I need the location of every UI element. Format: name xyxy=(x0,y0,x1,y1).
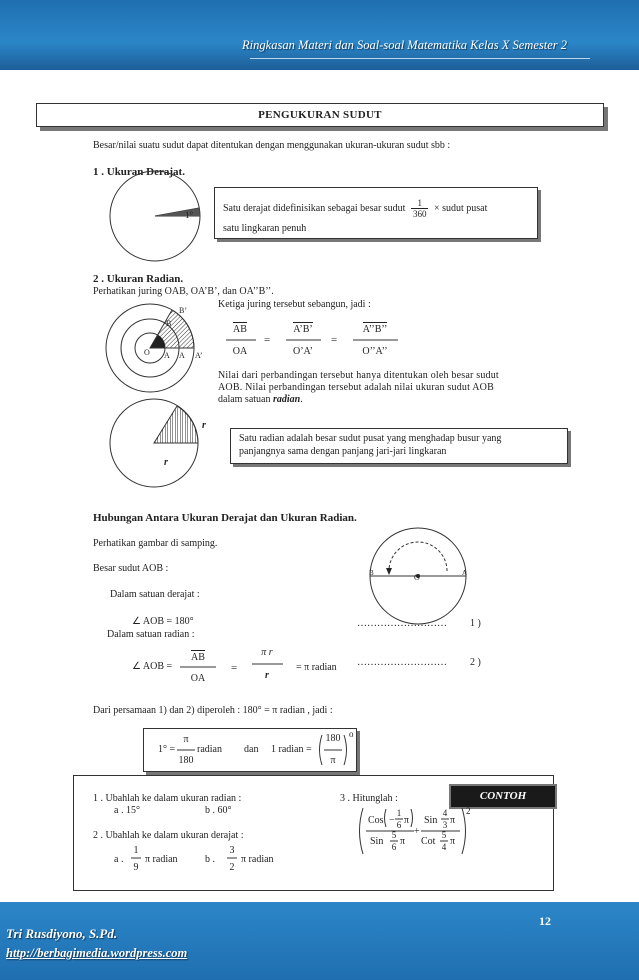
f1-den: 180 xyxy=(178,755,194,766)
perhatikan-text: Perhatikan gambar di samping. xyxy=(93,538,218,549)
sebangun-text: Ketiga juring tersebut sebangun, jadi : xyxy=(218,299,371,310)
q3-f3-den: 6 xyxy=(391,842,397,852)
eq-2: = xyxy=(331,334,338,346)
label-b: B xyxy=(166,319,172,328)
q3-f1-den: 6 xyxy=(396,820,402,830)
eq-1: = xyxy=(264,334,271,346)
header-title: Ringkasan Materi dan Soal-soal Matematika Kelas X Semester 2 xyxy=(242,38,567,52)
q2b-post: π radian xyxy=(241,854,274,865)
eq-num-1: 1 ) xyxy=(470,618,481,629)
one-degree-label: 1° xyxy=(185,210,194,220)
aob-eq-1: = xyxy=(231,662,238,674)
derajat-def-post: × sudut pusat xyxy=(433,202,488,214)
frac-num: 1 xyxy=(411,198,429,209)
f2-pre: 1 radian = xyxy=(271,744,312,755)
ratio-1-num: AB xyxy=(233,324,247,335)
eq-num-2: 2 ) xyxy=(470,657,481,668)
f2-num: 180 xyxy=(325,733,341,744)
q3-sin2: Sin xyxy=(370,836,384,847)
q3-pi-1: π xyxy=(404,815,410,826)
q2b-den: 2 xyxy=(229,862,235,873)
q1b-text: b . 60° xyxy=(205,805,232,816)
ratio-3-den: O’’A’’ xyxy=(362,346,388,357)
q3-minus: − xyxy=(389,815,395,826)
pi-r-den: r xyxy=(265,670,269,681)
q2a-post: π radian xyxy=(145,854,178,865)
f2-exp: o xyxy=(349,729,354,739)
derajat-def-pre: Satu derajat didefinisikan sebagai besar sudut xyxy=(223,202,406,214)
q1a-text: a . 15° xyxy=(114,805,140,816)
dan-text: dan xyxy=(244,744,259,755)
dots-1: ……………………… xyxy=(357,618,447,629)
q2b-pre: b . xyxy=(205,854,215,865)
aob-rad-num-text: AB xyxy=(191,652,205,663)
radian-emphasis: radian xyxy=(272,394,301,405)
q1-text: 1 . Ubahlah ke dalam ukuran radian : xyxy=(93,793,242,804)
label-a-mid: A xyxy=(179,351,185,360)
radian-def-2: panjangnya sama dengan panjang jari-jari lingkaran xyxy=(239,446,447,457)
q3-sin1: Sin xyxy=(424,815,438,826)
heading-derajat: 1 . Ukuran Derajat. xyxy=(93,166,185,178)
derajat-def-line2: satu lingkaran penuh xyxy=(223,223,307,234)
label-a-prime: A’ xyxy=(195,351,203,360)
label-o: O xyxy=(144,348,150,357)
semi-label-b: B xyxy=(369,569,374,577)
r-label-arc: r xyxy=(202,420,206,431)
frac-den: 360 xyxy=(412,209,427,219)
radian-def-1: Satu radian adalah besar sudut pusat yang menghadap busur yang xyxy=(239,433,502,444)
q3-exp: 2 xyxy=(466,806,471,816)
semi-label-o: O xyxy=(414,573,420,582)
q3-f4-den: 4 xyxy=(441,842,447,852)
q3-text: 3 . Hitunglah : xyxy=(340,793,398,804)
aob-rad-den: OA xyxy=(190,673,206,684)
q2a-num: 1 xyxy=(133,845,139,856)
q3-cot: Cot xyxy=(421,836,436,847)
ratio-1-den: OA xyxy=(232,346,248,357)
q3-cos: Cos xyxy=(368,815,384,826)
radian-intro: Perhatikan juring OAB, OA’B’, dan OA’’B’’. xyxy=(93,286,274,297)
pi-r-num: π r xyxy=(261,647,273,658)
q2-text: 2 . Ubahlah ke dalam ukuran derajat : xyxy=(93,830,244,841)
author-name: Tri Rusdiyono, S.Pd. xyxy=(6,926,118,941)
intro-text: Besar/nilai suatu sudut dapat ditentukan dengan menggunakan ukuran-ukuran sudut sbb : xyxy=(93,140,451,151)
blog-link[interactable]: http://berbagimedia.wordpress.com xyxy=(6,946,188,960)
contoh-badge-text: CONTOH xyxy=(479,790,527,802)
ratio-3-num: A’’B’’ xyxy=(362,324,388,335)
nilai-line1: Nilai dari perbandingan tersebut hanya ditentukan oleh besar sudut xyxy=(218,370,499,381)
dots-2: ……………………… xyxy=(357,657,447,668)
aob-degree: ∠ AOB = 180° xyxy=(132,616,194,627)
q3-f2-den: 3 xyxy=(442,820,448,830)
q3-f2-num: 4 xyxy=(442,808,448,818)
pi-radian: = π radian xyxy=(296,662,337,673)
q2a-pre: a . xyxy=(114,854,124,865)
nilai-line3-post: . xyxy=(300,394,303,405)
satuan-radian: Dalam satuan radian : xyxy=(107,629,195,640)
label-a: A xyxy=(164,351,170,360)
ratio-2-num: A’B’ xyxy=(293,324,313,335)
q3-pi-4: π xyxy=(450,836,456,847)
q3-f4-num: 5 xyxy=(441,830,447,840)
page-number: 12 xyxy=(539,914,551,928)
nilai-line2: AOB. Nilai perbandingan tersebut adalah nilai ukuran sudut AOB xyxy=(218,382,494,393)
heading-radian: 2 . Ukuran Radian. xyxy=(93,273,184,285)
q2b-num: 3 xyxy=(229,845,235,856)
label-b-prime: B’ xyxy=(179,306,187,315)
besar-text: Besar sudut AOB : xyxy=(93,563,169,574)
r-label-radius: r xyxy=(164,457,168,468)
f1-post: radian xyxy=(197,744,222,755)
satuan-derajat: Dalam satuan derajat : xyxy=(110,589,200,600)
q3-f3-num: 5 xyxy=(391,830,397,840)
nilai-line3-pre: dalam satuan xyxy=(218,394,273,405)
f1-pre: 1° = xyxy=(158,744,176,755)
f2-den: π xyxy=(330,755,336,766)
semi-label-a: A xyxy=(462,569,468,577)
section-title: PENGUKURAN SUDUT xyxy=(36,103,604,127)
q3-pi-2: π xyxy=(450,815,456,826)
q3-pi-3: π xyxy=(400,836,406,847)
footer-bar xyxy=(0,902,639,980)
dari-text: Dari persamaan 1) dan 2) diperoleh : 180° = π radian , jadi : xyxy=(93,705,333,716)
heading-hubungan: Hubungan Antara Ukuran Derajat dan Ukuran Radian. xyxy=(93,512,357,524)
q3-f1-num: 1 xyxy=(396,808,402,818)
ratio-2-den: O’A’ xyxy=(293,346,313,357)
aob-rad-pre: ∠ AOB = xyxy=(132,661,173,672)
q2a-den: 9 xyxy=(133,862,139,873)
f1-num: π xyxy=(183,734,189,745)
q3-plus: + xyxy=(414,826,420,837)
